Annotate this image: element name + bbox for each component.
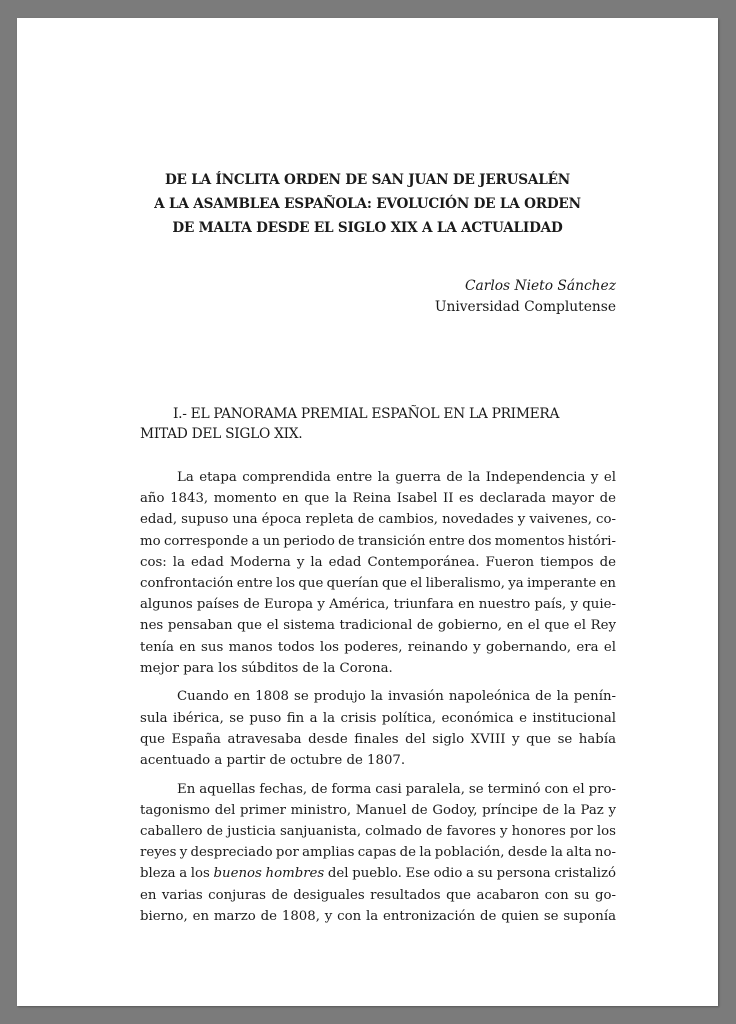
text-line: bierno, en marzo de 1808, y con la entronización de quien se suponía	[140, 908, 616, 924]
title-line: A LA ASAMBLEA ESPAÑOLA: EVOLUCIÓN DE LA ORDEN	[154, 196, 581, 212]
text-line: nes pensaban que el sistema tradicional de gobierno, en el que el Rey	[140, 618, 616, 634]
text-line: cos: la edad Moderna y la edad Contemporánea. Fueron tiempos de	[140, 554, 616, 570]
section-heading-line: MITAD DEL SIGLO XIX.	[140, 426, 303, 442]
author-affiliation: Universidad Complutense	[434, 299, 616, 315]
text-line-with-italic	[140, 863, 616, 884]
text-line: Cuando en 1808 se produjo la invasión napoleónica de la penín-	[177, 689, 616, 705]
section-heading-line: I.- EL PANORAMA PREMIAL ESPAÑOL EN LA PRIMERA	[173, 406, 560, 422]
text-line: sula ibérica, se puso fin a la crisis política, económica e institucional	[140, 710, 616, 726]
document-title	[17, 168, 718, 240]
text-line: en varias conjuras de desiguales resultados que acabaron con su go-	[140, 887, 616, 903]
text-line: mo corresponde a un periodo de transición entre dos momentos históri-	[140, 533, 616, 549]
title-line: DE LA ÍNCLITA ORDEN DE SAN JUAN DE JERUSALÉN	[164, 172, 571, 188]
text-line: año 1843, momento en que la Reina Isabel II es declarada mayor de	[140, 491, 616, 507]
text-run: del pueblo. Ese odio a su persona cristalizó	[324, 866, 616, 882]
text-run: bleza a los	[140, 866, 214, 882]
text-line: tagonismo del primer ministro, Manuel de Godoy, príncipe de la Paz y	[140, 802, 616, 818]
document-page	[17, 18, 718, 1006]
text-line: mejor para los súbditos de la Corona.	[140, 660, 393, 676]
text-line: algunos países de Europa y América, triunfara en nuestro país, y quie-	[140, 597, 616, 613]
text-line: confrontación entre los que querían que el liberalismo, ya imperante en	[140, 575, 616, 591]
body-text	[140, 467, 616, 934]
paragraph	[140, 467, 616, 679]
text-line: tenía en sus manos todos los poderes, reinando y gobernando, era el	[140, 639, 616, 655]
author-name: Carlos Nieto Sánchez	[464, 278, 616, 294]
paragraph	[140, 779, 616, 927]
paragraph	[140, 686, 616, 771]
text-line: que España atravesaba desde finales del siglo XVIII y que se había	[140, 731, 616, 747]
title-line: DE MALTA DESDE EL SIGLO XIX A LA ACTUALIDAD	[172, 220, 563, 236]
text-line: La etapa comprendida entre la guerra de la Independencia y el	[177, 470, 616, 485]
text-line: reyes y despreciado por amplias capas de la población, desde la alta no-	[140, 845, 616, 861]
text-line: acentuado a partir de octubre de 1807.	[140, 752, 406, 768]
italic-text-run: buenos hombres	[213, 866, 325, 882]
text-line: caballero de justicia sanjuanista, colmado de favores y honores por los	[140, 824, 616, 839]
text-line: En aquellas fechas, de forma casi paralela, se terminó con el pro-	[177, 781, 616, 797]
author-block	[435, 276, 616, 318]
section-heading	[140, 404, 600, 444]
text-line: edad, supuso una época repleta de cambios, novedades y vaivenes, co-	[140, 512, 616, 528]
